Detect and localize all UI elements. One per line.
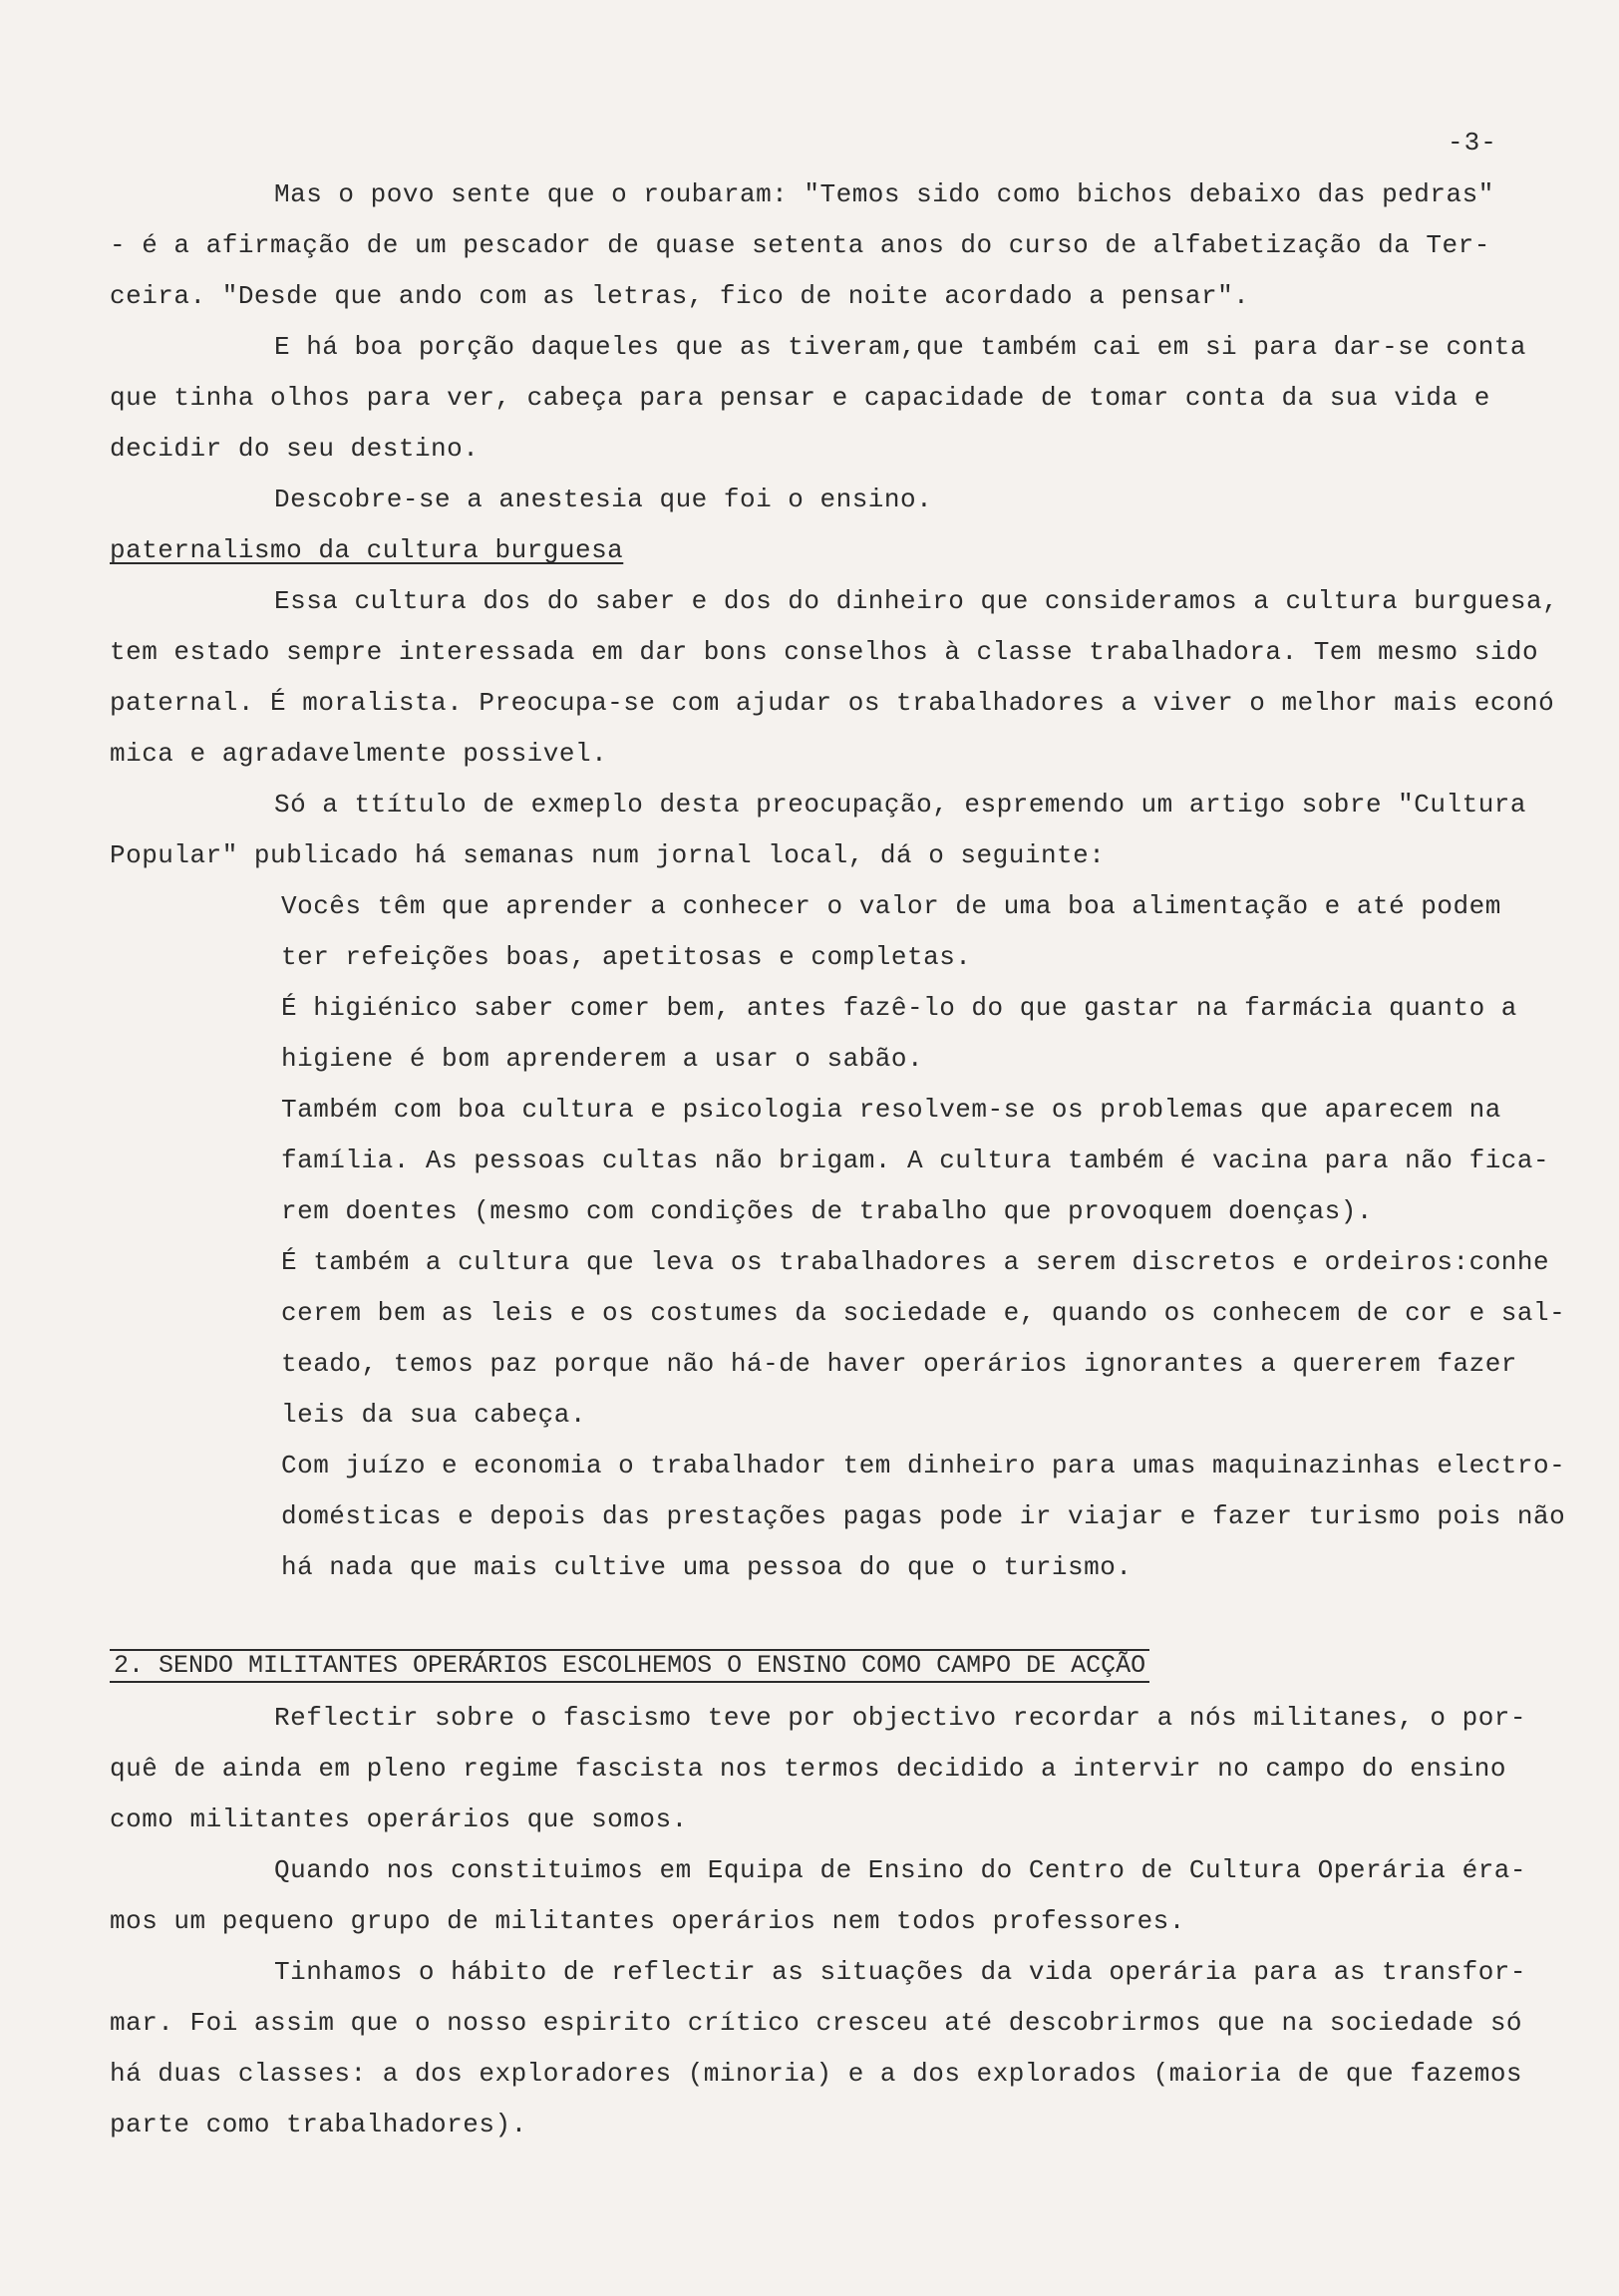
text-line: leis da sua cabeça. [281, 1400, 586, 1430]
text-line: Descobre-se a anestesia que foi o ensino. [274, 485, 933, 514]
text-line: mos um pequeno grupo de militantes operários nem todos professores. [110, 1906, 1185, 1936]
text-line: quê de ainda em pleno regime fascista nos termos decidido a intervir no campo do ensino [110, 1754, 1506, 1784]
text-line: decidir do seu destino. [110, 434, 480, 464]
subheading-text: paternalismo da cultura burguesa [110, 535, 624, 565]
text-line: Reflectir sobre o fascismo teve por objectivo recordar a nós militanes, o por- [274, 1703, 1526, 1733]
text-line: Mas o povo sente que o roubaram: "Temos sido como bichos debaixo das pedras" [274, 179, 1494, 209]
text-line: higiene é bom aprenderem a usar o sabão. [281, 1044, 924, 1074]
text-line: mar. Foi assim que o nosso espirito crítico cresceu até descobrirmos que na sociedade só [110, 2008, 1523, 2038]
text-line: É também a cultura que leva os trabalhadores a serem discretos e ordeiros:conhe [281, 1247, 1550, 1277]
text-line: há duas classes: a dos exploradores (minoria) e a dos explorados (maioria de que fazemos [110, 2059, 1523, 2089]
text-line: Popular" publicado há semanas num jornal local, dá o seguinte: [110, 840, 1106, 870]
intro-paragraphs [110, 169, 1615, 525]
subheading [110, 525, 1615, 576]
text-line: Tinhamos o hábito de reflectir as situações da vida operária para as transfor- [274, 1957, 1526, 1987]
text-line: E há boa porção daqueles que as tiveram,que também cai em si para dar-se conta [274, 332, 1526, 362]
text-line: Só a ttítulo de exmeplo desta preocupação, espremendo um artigo sobre "Cultura [274, 790, 1526, 820]
text-line: que tinha olhos para ver, cabeça para pensar e capacidade de tomar conta da sua vida e [110, 383, 1490, 413]
text-line: paternal. É moralista. Preocupa-se com ajudar os trabalhadores a viver o melhor mais econó [110, 688, 1555, 718]
text-line: parte como trabalhadores). [110, 2110, 527, 2139]
text-line: mica e agradavelmente possivel. [110, 739, 608, 769]
text-line: família. As pessoas cultas não brigam. A cultura também é vacina para não fica- [281, 1146, 1550, 1175]
text-line: rem doentes (mesmo com condições de trabalho que provoquem doenças). [281, 1196, 1373, 1226]
text-line: tem estado sempre interessada em dar bons conselhos à classe trabalhadora. Tem mesmo sido [110, 637, 1539, 667]
text-line: Essa cultura dos do saber e dos do dinheiro que consideramos a cultura burguesa, [274, 586, 1559, 616]
text-line: há nada que mais cultive uma pessoa do que o turismo. [281, 1552, 1133, 1582]
text-line: É higiénico saber comer bem, antes fazê-lo do que gastar na farmácia quanto a [281, 993, 1517, 1023]
text-line: como militantes operários que somos. [110, 1804, 688, 1834]
text-line: teado, temos paz porque não há-de haver operários ignorantes a quererem fazer [281, 1349, 1517, 1379]
text-line: Vocês têm que aprender a conhecer o valor de uma boa alimentação e até podem [281, 891, 1501, 921]
text-line: domésticas e depois das prestações pagas pode ir viajar e fazer turismo pois não [281, 1501, 1566, 1531]
text-line: cerem bem as leis e os costumes da sociedade e, quando os conhecem de cor e sal- [281, 1298, 1566, 1328]
text-line: ceira. "Desde que ando com as letras, fico de noite acordado a pensar". [110, 281, 1250, 311]
section-2-title: 2. SENDO MILITANTES OPERÁRIOS ESCOLHEMOS O ENSINO COMO CAMPO DE ACÇÃO [110, 1649, 1149, 1683]
page-number: -3- [1448, 128, 1497, 158]
text-line: Quando nos constituimos em Equipa de Ensino do Centro de Cultura Operária éra- [274, 1855, 1526, 1885]
paternalismo-paragraphs [110, 576, 1615, 1593]
text-line: Também com boa cultura e psicologia resolvem-se os problemas que aparecem na [281, 1095, 1501, 1125]
section-2 [110, 1640, 1615, 2150]
text-line: Com juízo e economia o trabalhador tem dinheiro para umas maquinazinhas electro- [281, 1451, 1566, 1480]
document-body [110, 169, 1615, 1593]
section-2-paragraphs [110, 1693, 1615, 2150]
text-line: ter refeições boas, apetitosas e completas. [281, 942, 972, 972]
text-line: - é a afirmação de um pescador de quase setenta anos do curso de alfabetização da Ter- [110, 230, 1490, 260]
